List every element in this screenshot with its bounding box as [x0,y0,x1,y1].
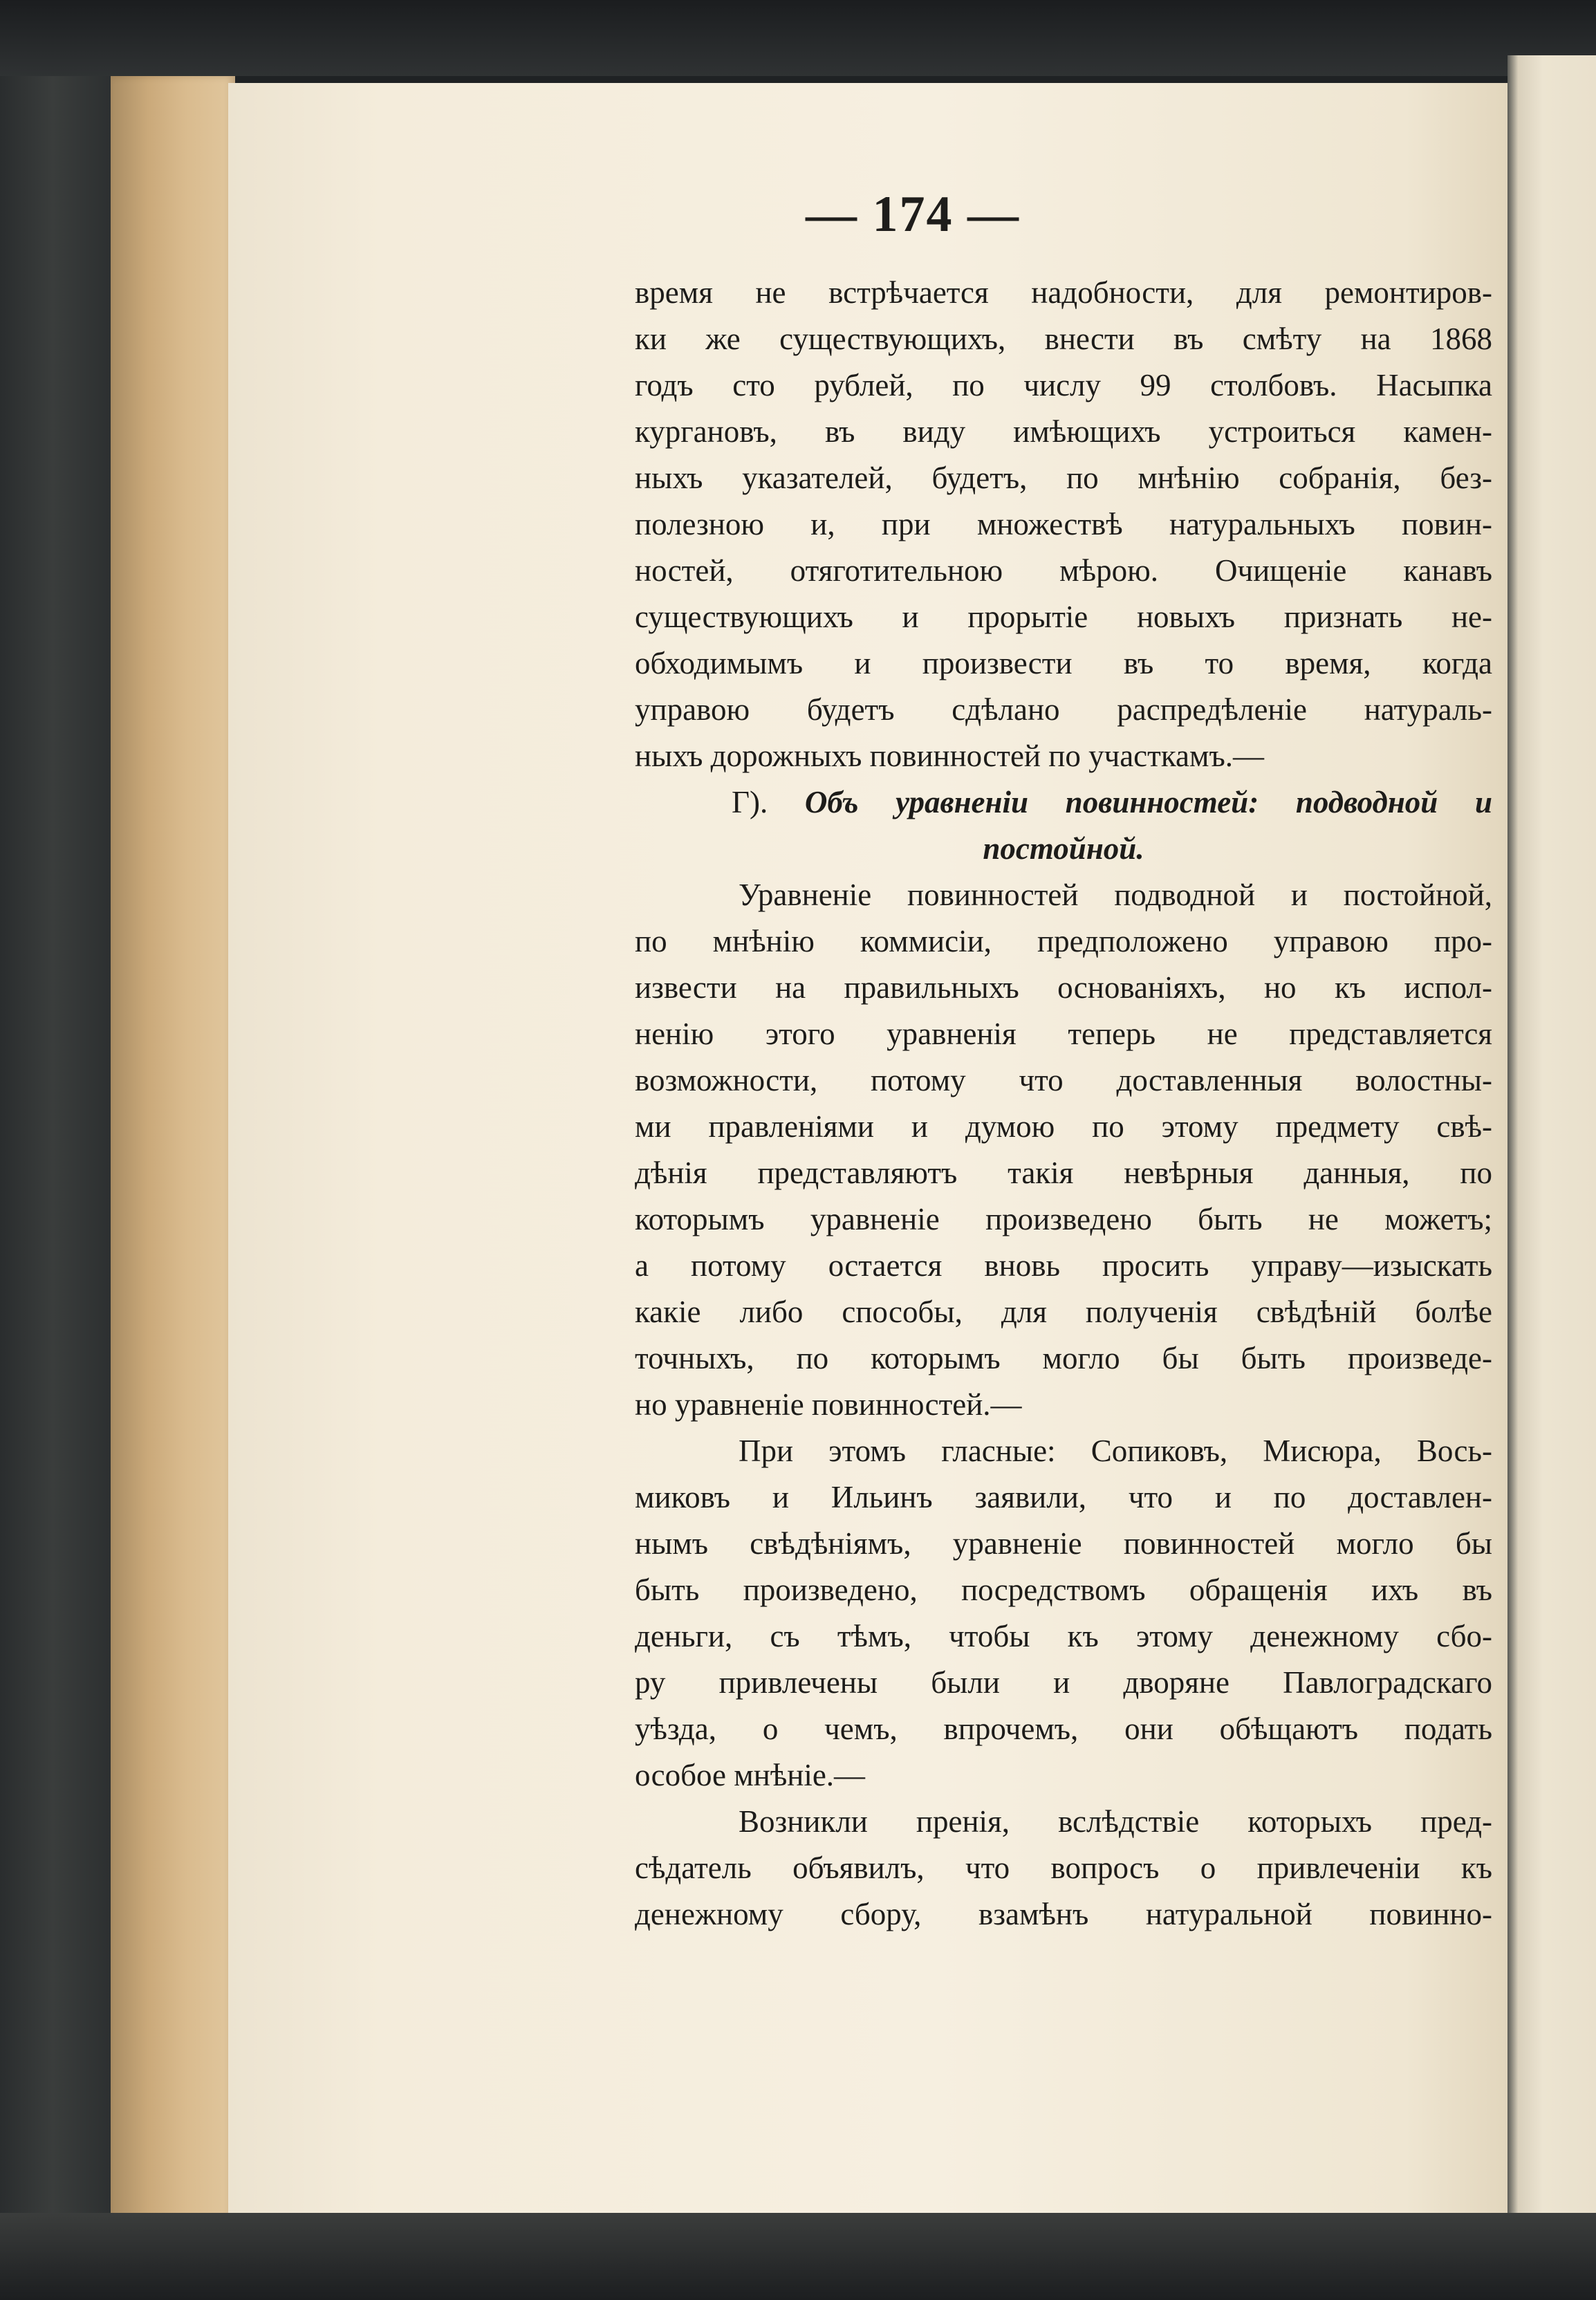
text-line: При этомъ гласные: Сопиковъ, Мисюра, Вось- [739,1434,1492,1468]
text-line: управою будетъ сдѣлано распредѣленіе натураль- [635,692,1492,727]
text-line: по мнѣнію коммисіи, предположено управою про- [635,924,1492,958]
paragraph-road-maintenance [635,270,1492,779]
text-line: Уравненіе повинностей подводной и постойной, [739,878,1492,912]
bottom-margin-shadow [0,2213,1596,2300]
text-line: ныхъ указателей, будетъ, по мнѣнію собранія, без- [635,461,1492,495]
text-line: какіе либо способы, для полученія свѣдѣній болѣе [635,1295,1492,1329]
reverse-side-show-through [297,273,685,2002]
text-line: особое мнѣніе.— [635,1758,866,1792]
text-line: точныхъ, по которымъ могло бы быть произведе- [635,1341,1492,1375]
text-line: деньги, съ тѣмъ, чтобы къ этому денежному сбо- [635,1619,1492,1653]
text-line: годъ сто рублей, по числу 99 столбовъ. Насыпка [635,368,1492,402]
text-line: быть произведено, посредствомъ обращенія ихъ въ [635,1573,1492,1607]
page-number: — 174 — [806,186,1020,243]
page-stack-edge [111,76,235,2220]
text-line: обходимымъ и произвести въ то время, когда [635,646,1492,680]
section-letter: Г). [732,785,768,819]
text-line: уѣзда, о чемъ, впрочемъ, они обѣщаютъ подать [635,1712,1492,1746]
text-line: которымъ уравненіе произведено быть не можетъ; [635,1202,1492,1236]
next-page-edge [1507,55,1596,2234]
text-line: ми правленіями и думою по этому предмету свѣ- [635,1109,1492,1144]
text-line: Возникли пренія, вслѣдствіе которыхъ пред- [739,1804,1492,1839]
text-line: дѣнія представляютъ такія невѣрныя данныя, по [635,1156,1492,1190]
text-line: нымъ свѣдѣніямъ, уравненіе повинностей могло бы [635,1526,1492,1561]
text-line: извести на правильныхъ основаніяхъ, но къ испол- [635,970,1492,1005]
text-line: денежному сбору, взамѣнъ натуральной повинно- [635,1897,1492,1931]
section-heading [635,779,1492,872]
text-line: кургановъ, въ виду имѣющихъ устроиться камен- [635,414,1492,449]
text-line: ныхъ дорожныхъ повинностей по участкамъ.— [635,739,1264,773]
text-line: ностей, отяготительною мѣрою. Очищеніе канавъ [635,553,1492,588]
paragraphs-duty-equalization [635,872,1492,1938]
section-title-line1: Объ уравненіи повинностей: подводной и [804,785,1492,819]
text-line: сѣдатель объявилъ, что вопросъ о привлеченіи къ [635,1851,1492,1885]
text-line: возможности, потому что доставленныя волостны- [635,1063,1492,1097]
text-line: ненію этого уравненія теперь не представляется [635,1017,1492,1051]
text-line: ки же существующихъ, внести въ смѣту на 1868 [635,322,1492,356]
page-body-text [635,270,1492,1938]
text-line: но уравненіе повинностей.— [635,1387,1022,1422]
text-line: а потому остается вновь просить управу—изыскать [635,1248,1492,1283]
text-line: существующихъ и прорытіе новыхъ признать не- [635,600,1492,634]
text-line: время не встрѣчается надобности, для ремонтиров- [635,275,1492,310]
text-line: ру привлечены были и дворяне Павлоградскаго [635,1665,1492,1700]
text-line: миковъ и Ильинъ заявили, что и по доставлен- [635,1480,1492,1514]
top-margin-shadow [0,0,1596,76]
text-line: полезною и, при множествѣ натуральныхъ повин- [635,507,1492,541]
book-cover-edge [0,0,118,2300]
section-title-line2: постойной. [983,831,1144,866]
